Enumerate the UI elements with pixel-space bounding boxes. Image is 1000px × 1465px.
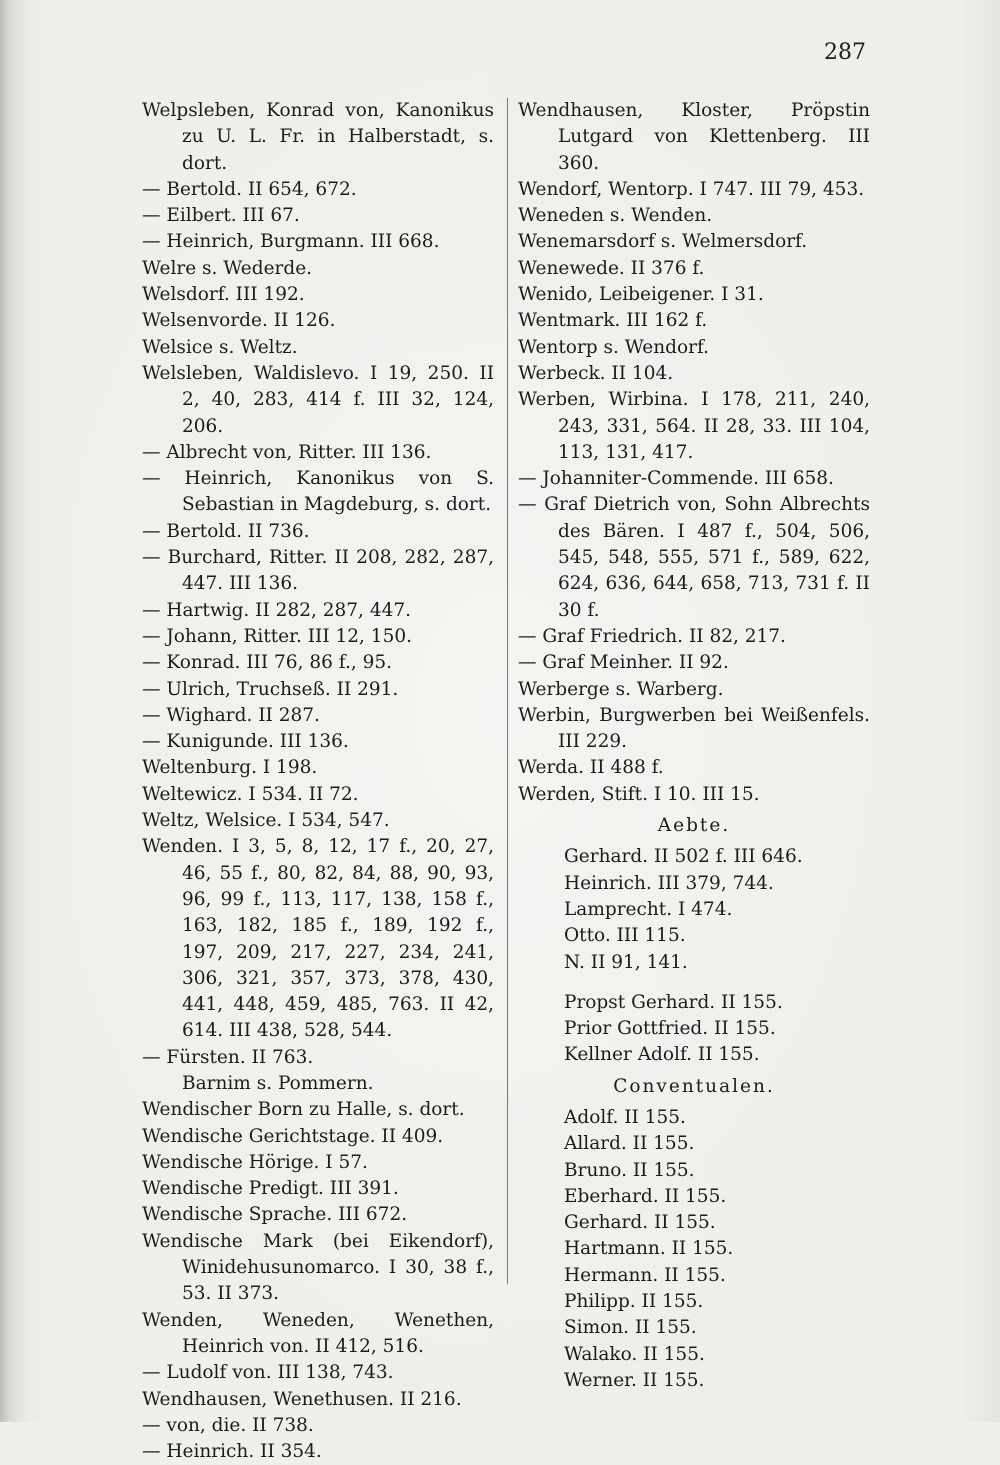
conventual-entry: Allard. II 155. xyxy=(564,1133,695,1155)
conventual-entry: Hartmann. II 155. xyxy=(564,1238,734,1260)
conventual-entry: Eberhard. II 155. xyxy=(564,1185,727,1207)
index-entry: — Graf Friedrich. II 82, 217. xyxy=(518,625,786,647)
aebte-heading: Aebte. xyxy=(657,815,731,837)
index-entry: Wendischer Born zu Halle, s. dort. xyxy=(142,1099,465,1121)
index-entry: — Fürsten. II 763. xyxy=(142,1046,314,1068)
abbot-entry: Gerhard. II 502 f. III 646. xyxy=(564,846,803,868)
index-entry: Werden, Stift. I 10. III 15. xyxy=(518,783,760,805)
index-entry: Wenido, Leibeigener. I 31. xyxy=(518,284,764,306)
index-entry: Werbin, Burgwerben bei Weißenfels. III 229. xyxy=(518,704,870,753)
index-entry: — Johanniter-Commende. III 658. xyxy=(518,468,834,490)
index-entry: — Albrecht von, Ritter. III 136. xyxy=(142,441,432,463)
index-entry: Wentmark. III 162 f. xyxy=(518,310,708,332)
index-entry: Welsdorf. III 192. xyxy=(142,284,305,306)
conventual-entry: Philipp. II 155. xyxy=(564,1291,704,1313)
index-entry: Wendorf, Wentorp. I 747. III 79, 453. xyxy=(518,178,865,200)
index-entry: Welsice s. Weltz. xyxy=(142,336,298,358)
index-entry: Welre s. Wederde. xyxy=(142,257,313,279)
index-entry: Wentorp s. Wendorf. xyxy=(518,336,710,358)
abbot-entry: Lamprecht. I 474. xyxy=(564,898,733,920)
index-entry: Wendhausen, Kloster, Pröpstin Lutgard von Klettenberg. III 360. xyxy=(518,100,870,174)
index-entry: — Hartwig. II 282, 287, 447. xyxy=(142,599,412,621)
conventual-entry: Simon. II 155. xyxy=(564,1317,697,1339)
index-entry: Werda. II 488 f. xyxy=(518,757,664,779)
page-number: 287 xyxy=(824,40,866,65)
index-entry: — Eilbert. III 67. xyxy=(142,205,300,227)
conventual-entry: Gerhard. II 155. xyxy=(564,1212,716,1234)
index-entry: — Bertold. II 736. xyxy=(142,520,310,542)
index-entry: Wenden, Weneden, Wenethen, Heinrich von. II 412, 516. xyxy=(142,1309,494,1357)
official-entry: Prior Gottfried. II 155. xyxy=(564,1018,776,1040)
abbot-entry: Heinrich. III 379, 744. xyxy=(564,872,774,894)
conventualen-heading: Conventualen. xyxy=(613,1075,775,1097)
conventual-entry: Bruno. II 155. xyxy=(564,1159,695,1181)
index-entry: Barnim s. Pommern. xyxy=(182,1072,374,1094)
index-entry: — Konrad. III 76, 86 f., 95. xyxy=(142,652,393,674)
index-entry: — Ludolf von. III 138, 743. xyxy=(142,1362,394,1384)
abbot-entry: N. II 91, 141. xyxy=(564,951,688,973)
index-entry: Wenemarsdorf s. Welmersdorf. xyxy=(518,231,808,253)
index-entry: — Burchard, Ritter. II 208, 282, 287, 447. III 136. xyxy=(142,547,494,595)
conventual-entry: Hermann. II 155. xyxy=(564,1264,726,1286)
index-entry: Wendische Gerichtstage. II 409. xyxy=(142,1125,444,1147)
index-entry: Weltenburg. I 198. xyxy=(142,757,318,779)
abbot-entry: Otto. III 115. xyxy=(564,925,686,947)
conventual-entry: Walako. II 155. xyxy=(564,1343,705,1365)
index-entry: — Heinrich, Burgmann. III 668. xyxy=(142,231,440,253)
index-entry: Wenewede. II 376 f. xyxy=(518,257,705,279)
index-entry: Werberge s. Warberg. xyxy=(518,678,724,700)
index-entry: Wendische Mark (bei Eikendorf), Winidehusunomarco. I 30, 38 f., 53. II 373. xyxy=(142,1230,494,1305)
index-entry: — Graf Meinher. II 92. xyxy=(518,652,729,674)
conventual-entry: Werner. II 155. xyxy=(564,1369,705,1391)
index-entry: Werbeck. II 104. xyxy=(518,362,674,384)
index-column-left xyxy=(142,98,494,1465)
index-entry: Weltz, Welsice. I 534, 547. xyxy=(142,810,390,832)
index-entry: — Wighard. II 287. xyxy=(142,704,320,726)
index-entry: Wendische Sprache. III 672. xyxy=(142,1204,408,1226)
index-entry: — Heinrich, Kanonikus von S. Sebastian in Magdeburg, s. dort. xyxy=(142,468,494,516)
index-entry: Welsleben, Waldislevo. I 19, 250. II 2, 40, 283, 414 f. III 32, 124, 206. xyxy=(142,362,494,437)
index-entry: — Bertold. II 654, 672. xyxy=(142,178,357,200)
index-entry: Weneden s. Wenden. xyxy=(518,205,713,227)
index-entry: — Ulrich, Truchseß. II 291. xyxy=(142,678,399,700)
official-entry: Propst Gerhard. II 155. xyxy=(564,991,783,1013)
index-entry: Weltewicz. I 534. II 72. xyxy=(142,783,359,805)
index-entry: Wenden. I 3, 5, 8, 12, 17 f., 20, 27, 46, 55 f., 80, 82, 84, 88, 90, 93, 96, 99 f., 113, 117, 138, 158 f., 163, 182, 185 f., 189, 192 f., 197, 209, 217, 227, 234, 241, 306, 321, 357, 373, 378, 430, 441, 448, 459, 485, 763. II 42, 614. III 438, 528, 544. xyxy=(142,836,494,1042)
index-column-right xyxy=(518,98,870,1394)
index-entry: Wendische Predigt. III 391. xyxy=(142,1178,399,1200)
index-entry: Werben, Wirbina. I 178, 211, 240, 243, 331, 564. II 28, 33. III 104, 113, 131, 417. xyxy=(518,389,870,463)
official-entry: Kellner Adolf. II 155. xyxy=(564,1044,760,1066)
conventual-entry: Adolf. II 155. xyxy=(564,1106,686,1128)
index-entry: — Heinrich. II 354. xyxy=(142,1441,322,1463)
index-entry: — Graf Dietrich von, Sohn Albrechts des Bären. I 487 f., 504, 506, 545, 548, 555, 571 f., 589, 622, 624, 636, 644, 658, 713, 731 f. II 30 f. xyxy=(518,494,870,621)
spacer xyxy=(518,976,870,990)
index-entry: — von, die. II 738. xyxy=(142,1414,314,1436)
index-entry: Welsenvorde. II 126. xyxy=(142,310,336,332)
index-entry: Welpsleben, Konrad von, Kanonikus zu U. L. Fr. in Halberstadt, s. dort. xyxy=(142,100,494,174)
column-divider xyxy=(507,98,508,1284)
index-entry: Wendhausen, Wenethusen. II 216. xyxy=(142,1388,462,1410)
index-entry: — Kunigunde. III 136. xyxy=(142,731,349,753)
index-entry: Wendische Hörige. I 57. xyxy=(142,1151,368,1173)
index-entry: — Johann, Ritter. III 12, 150. xyxy=(142,625,413,647)
